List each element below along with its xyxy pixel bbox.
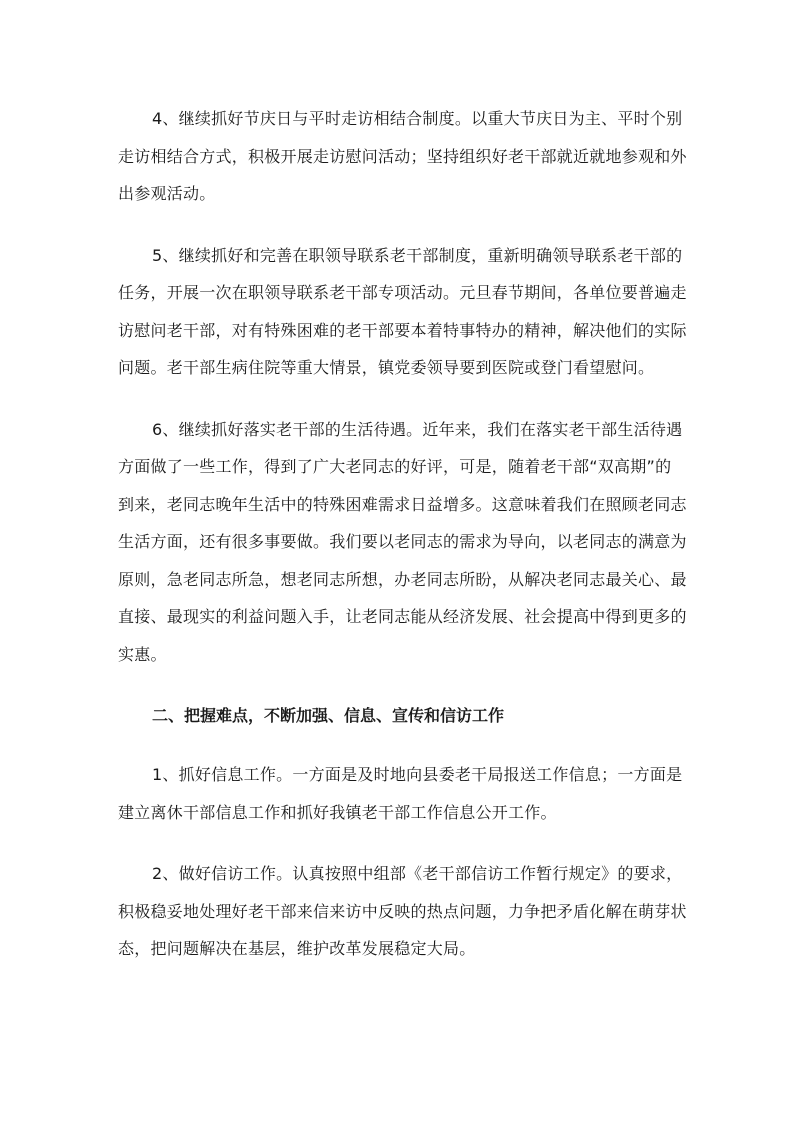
text-line: 访慰问老干部，对有特殊困难的老干部要本着特事特办的精神，解决他们的实际 [118, 320, 687, 340]
text-line: 任务，开展一次在职领导联系老干部专项活动。元旦春节期间，各单位要普遍走 [118, 283, 687, 302]
paragraph-item-4 [118, 100, 687, 213]
text-line: 4、继续抓好节庆日与平时走访相结合制度。以重大节庆日为主、平时个别 [152, 109, 683, 128]
text-line: 建立离休干部信息工作和抓好我镇老干部工作信息公开工作。 [118, 802, 557, 822]
text-line: 实惠。 [118, 644, 167, 664]
text-line: 直接、最现实的利益问题入手，让老同志能从经济发展、社会提高中得到更多的 [118, 607, 687, 626]
text-line: 态，把问题解决在基层，维护改革发展稳定大局。 [118, 939, 476, 958]
text-line: 方面做了一些工作，得到了广大老同志的好评，可是，随着老干部“双高期”的 [118, 457, 672, 476]
text-line: 原则，急老同志所急，想老同志所想，办老同志所盼，从解决老同志最关心、最 [118, 569, 687, 589]
paragraph-item-5 [118, 237, 687, 387]
text-line: 5、继续抓好和完善在职领导联系老干部制度，重新明确领导联系老干部的 [152, 245, 683, 265]
paragraph-info-work [118, 756, 683, 831]
text-line: 走访相结合方式，积极开展走访慰问活动；坚持组织好老干部就近就地参观和外 [118, 146, 687, 166]
section-heading: 二、把握难点，不断加强、信息、宣传和信访工作 [152, 706, 505, 725]
text-line: 问题。老干部生病住院等重大情景，镇党委领导要到医院或登门看望慰问。 [118, 358, 655, 377]
text-line: 6、继续抓好落实老干部的生活待遇。近年来，我们在落实老干部生活待遇 [152, 419, 683, 439]
document-body [118, 100, 687, 992]
text-line: 1、抓好信息工作。一方面是及时地向县委老干局报送工作信息；一方面是 [152, 765, 683, 784]
paragraph-petition-work [118, 855, 687, 968]
text-line: 2、做好信访工作。认真按照中组部《老干部信访工作暂行规定》的要求， [152, 864, 683, 883]
text-line: 积极稳妥地处理好老干部来信来访中反映的热点问题，力争把矛盾化解在萌芽状 [118, 901, 687, 921]
paragraph-item-6 [118, 411, 687, 674]
text-line: 生活方面，还有很多事要做。我们要以老同志的需求为导向，以老同志的满意为 [118, 532, 687, 551]
text-line: 到来，老同志晚年生活中的特殊困难需求日益增多。这意味着我们在照顾老同志 [118, 494, 687, 514]
text-line: 出参观活动。 [118, 184, 216, 203]
